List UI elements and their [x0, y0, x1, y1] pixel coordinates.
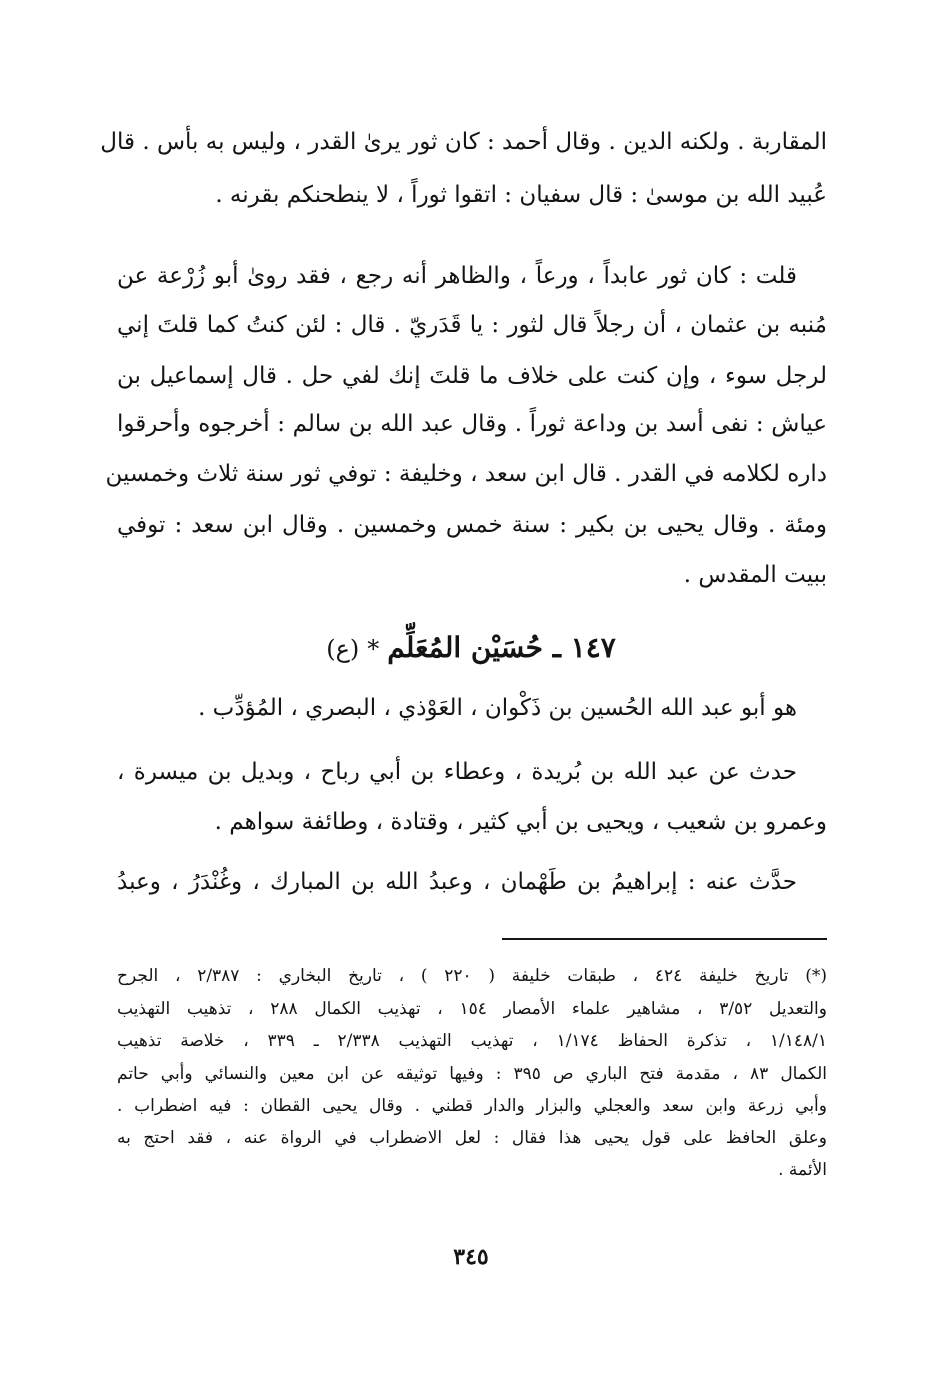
- text-line: داره لكلامه في القدر . قال ابن سعد ، وخليفة : توفي ثور سنة ثلاث وخمسين: [105, 461, 827, 487]
- text-line: ببيت المقدس .: [683, 562, 827, 588]
- entry-heading: [0, 626, 942, 671]
- text-line: المقاربة . ولكنه الدين . وقال أحمد : كان ثور يرىٰ القدر ، وليس به بأس . قال: [100, 129, 827, 155]
- footnote-line: وأبي زرعة وابن سعد والعجلي والبزار والدار قطني . وقال يحيى القطان : فيه اضطراب .: [117, 1096, 827, 1116]
- entry-title: ١٤٧ ـ حُسَيْن المُعَلِّم: [387, 631, 616, 664]
- entry-code: (ع): [326, 635, 360, 663]
- text-line: حدَّث عنه : إبراهيمُ بن طَهْمان ، وعبدُ الله بن المبارك ، وغُنْدَرُ ، وعبدُ: [117, 869, 797, 895]
- page-number: ٣٤٥: [453, 1244, 489, 1270]
- text-line: مُنبه بن عثمان ، أن رجلاً قال لثور : يا قَدَريّ . قال : لئن كنتُ كما قلتَ إني: [117, 312, 827, 338]
- text-line: ومئة . وقال يحيى بن بكير : سنة خمس وخمسين . وقال ابن سعد : توفي: [117, 512, 827, 538]
- text-line: لرجل سوء ، وإن كنت على خلاف ما قلتَ إنك لفي حل . قال إسماعيل بن: [117, 363, 827, 389]
- footnote-line: والتعديل ٣/٥٢ ، مشاهير علماء الأمصار ١٥٤ ، تهذيب الكمال ٢٨٨ ، تذهيب التهذيب: [117, 999, 827, 1019]
- footnote-separator: [502, 938, 827, 940]
- text-line: هو أبو عبد الله الحُسين بن ذَكْوان ، العَوْذي ، البصري ، المُؤدِّب .: [198, 695, 797, 721]
- text-line: عياش : نفى أسد بن وداعة ثوراً . وقال عبد الله بن سالم : أخرجوه وأحرقوا: [117, 411, 827, 437]
- footnote-line: الكمال ٨٣ ، مقدمة فتح الباري ص ٣٩٥ : وفيها توثيقه عن ابن معين والنسائي وأبي حاتم: [117, 1064, 827, 1084]
- text-line: وعمرو بن شعيب ، ويحيى بن أبي كثير ، وقتادة ، وطائفة سواهم .: [214, 809, 827, 835]
- footnote-line: الأئمة .: [778, 1160, 827, 1180]
- text-line: حدث عن عبد الله بن بُريدة ، وعطاء بن أبي رباح ، وبديل بن ميسرة ،: [117, 759, 797, 785]
- text-line: قلت : كان ثور عابداً ، ورعاً ، والظاهر أنه رجع ، فقد روىٰ أبو زُرْعة عن: [117, 263, 797, 289]
- footnote-marker: *: [367, 635, 380, 663]
- footnote-line: وعلق الحافظ على قول يحيى هذا فقال : لعل الاضطراب في الرواة عنه ، فقد احتج به: [117, 1128, 827, 1148]
- footnote-line: ١/١٤٨/١ ، تذكرة الحفاظ ١/١٧٤ ، تهذيب التهذيب ٢/٣٣٨ ـ ٣٣٩ ، خلاصة تذهيب: [117, 1031, 828, 1051]
- footnote-line: (*) تاريخ خليفة ٤٢٤ ، طبقات خليفة ( ٢٢٠ ) ، تاريخ البخاري : ٢/٣٨٧ ، الجرح: [117, 966, 827, 986]
- text-line: عُبيد الله بن موسىٰ : قال سفيان : اتقوا ثوراً ، لا ينطحنكم بقرنه .: [215, 182, 827, 208]
